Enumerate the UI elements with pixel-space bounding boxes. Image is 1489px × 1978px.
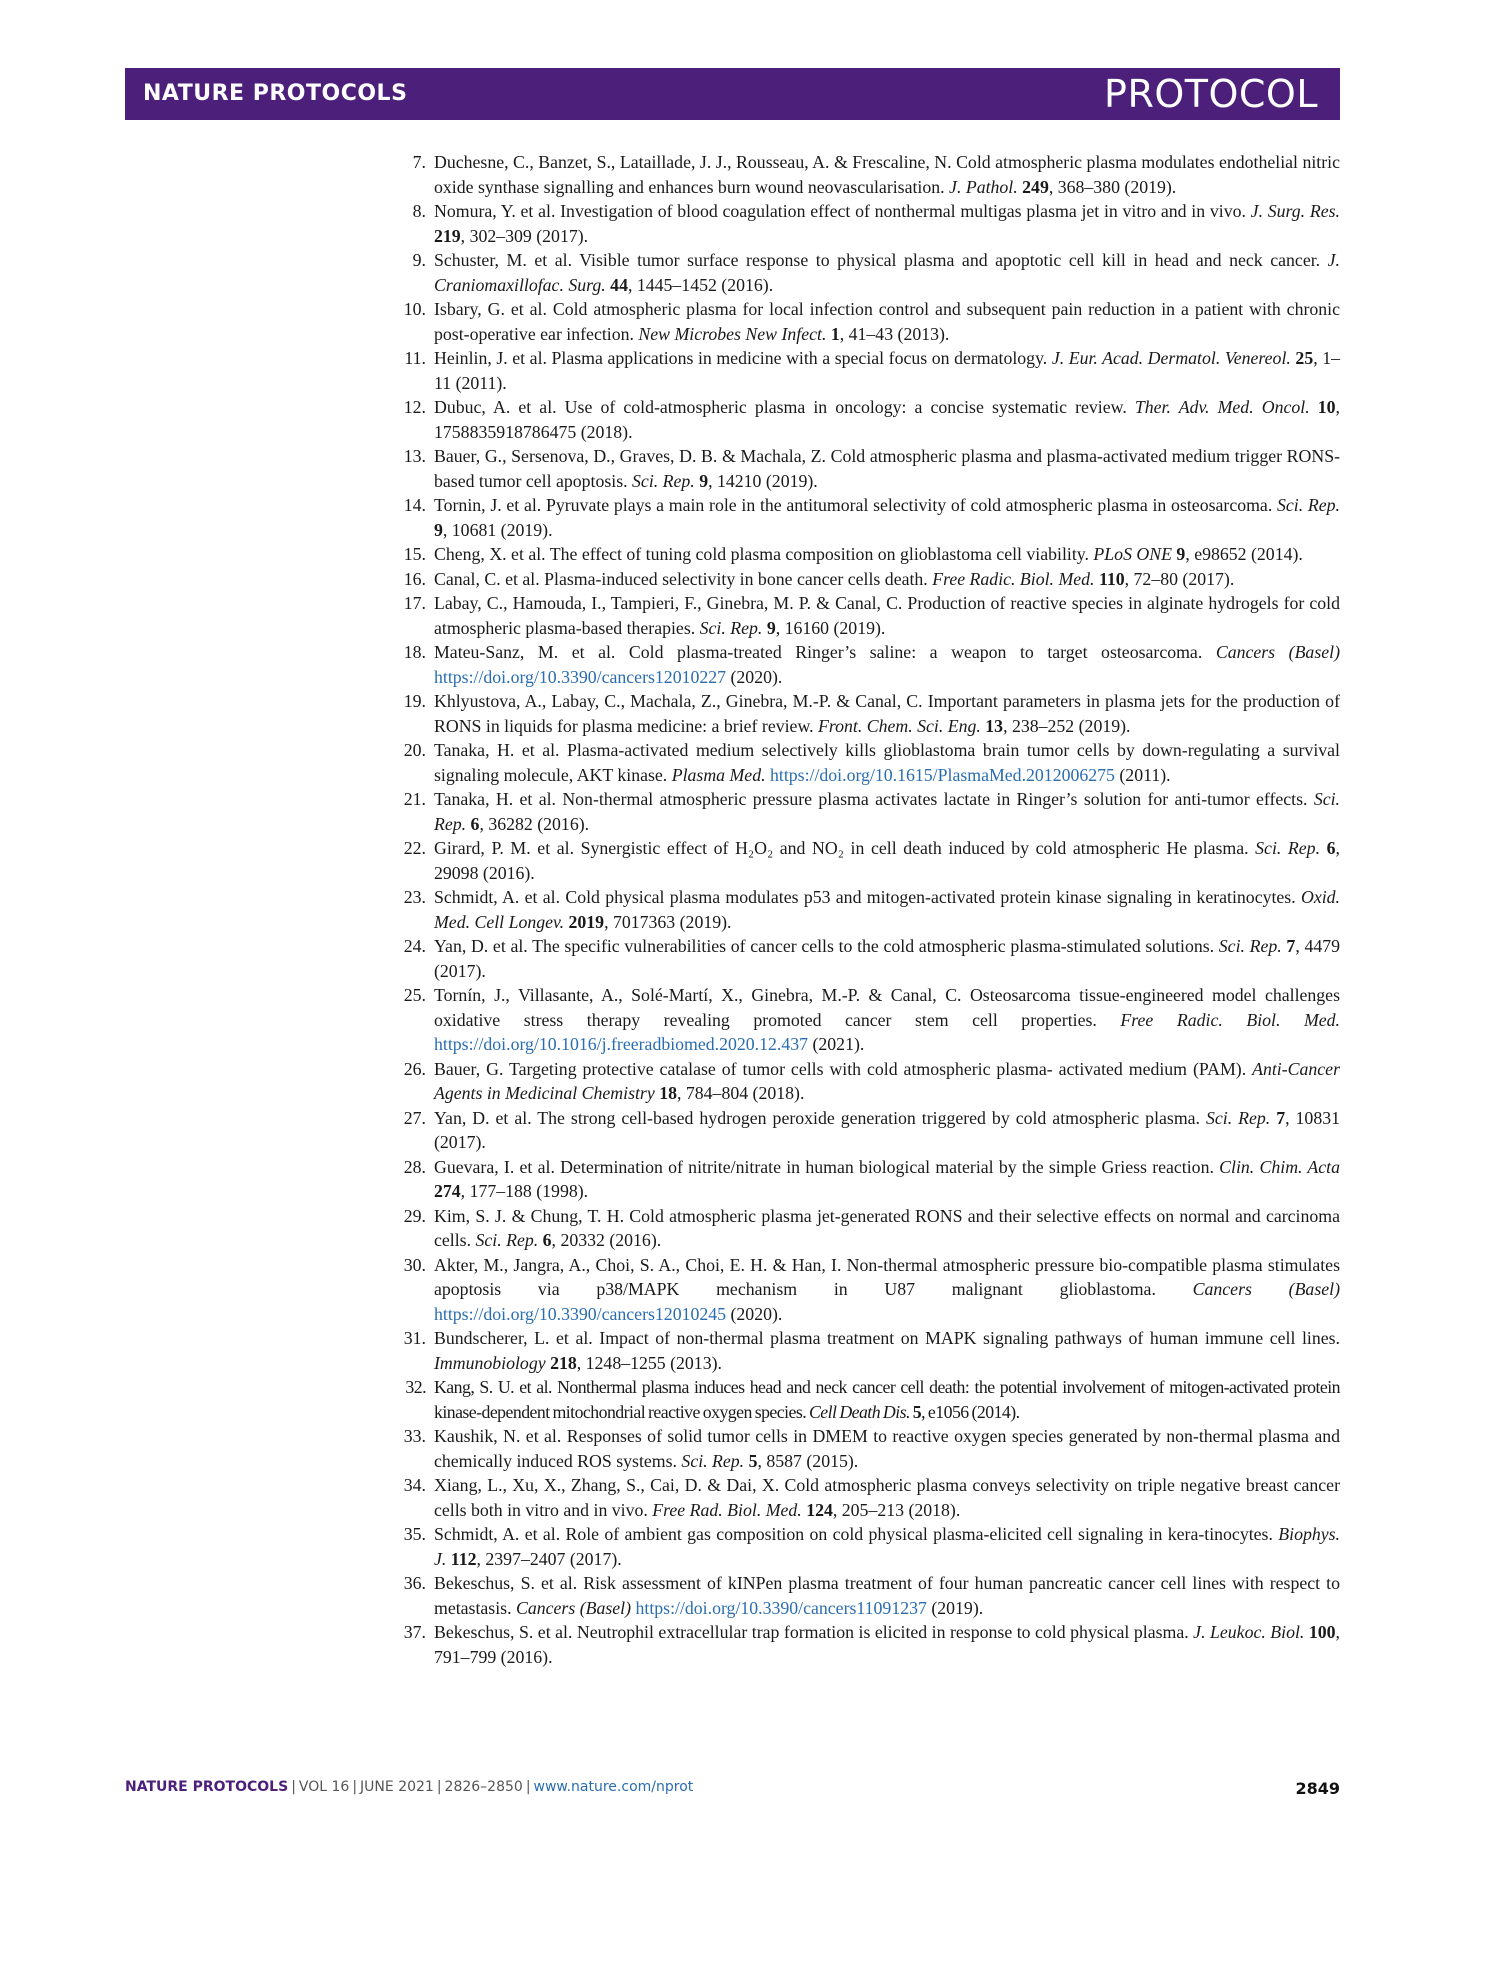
- reference-item: [400, 689, 1340, 738]
- reference-volume: 13: [985, 715, 1004, 736]
- reference-text: Bekeschus, S. et al. Neutrophil extracellular trap formation is elicited in response to cold physical plasma.: [434, 1622, 1194, 1642]
- reference-number: 37.: [403, 1622, 426, 1642]
- reference-text: Schmidt, A. et al. Cold physical plasma modulates p53 and mitogen-activated protein kinase signaling in keratinocytes.: [434, 887, 1301, 907]
- reference-item: [400, 297, 1340, 346]
- reference-volume: 18: [659, 1083, 677, 1103]
- reference-citation: , 36282 (2016).: [479, 813, 590, 834]
- reference-journal: Free Radic. Biol. Med.: [1120, 1009, 1340, 1030]
- reference-list: [400, 150, 1340, 1669]
- reference-text: Bauer, G., Sersenova, D., Graves, D. B. & Machala, Z. Cold atmospheric plasma and plasma-activated medium trigger RONS-based tumor cell apoptosis.: [434, 446, 1340, 491]
- reference-volume: 9: [1176, 544, 1186, 564]
- reference-text: Khlyustova, A., Labay, C., Machala, Z., Ginebra, M.-P. & Canal, C. Important parameters in plasma jets for the production of RONS in liquids for plasma medicine: a brief review.: [434, 691, 1340, 736]
- reference-item: [400, 738, 1340, 787]
- reference-volume: 10: [1317, 397, 1336, 417]
- reference-citation: , 784–804 (2018).: [676, 1083, 805, 1103]
- reference-journal: Front. Chem. Sci. Eng.: [818, 715, 981, 736]
- reference-text: Isbary, G. et al. Cold atmospheric plasma for local infection control and subsequent pain reduction in a patient with chronic post-operative ear infection.: [434, 299, 1340, 344]
- reference-journal: Cancers (Basel): [515, 1597, 632, 1618]
- reference-text: Xiang, L., Xu, X., Zhang, S., Cai, D. & Dai, X. Cold atmospheric plasma conveys selectivity on triple negative breast cancer cells both in vitro and in vivo.: [434, 1475, 1340, 1520]
- reference-item: [400, 1204, 1340, 1253]
- reference-journal: Sci. Rep.: [1218, 936, 1282, 956]
- reference-number: 30.: [403, 1254, 426, 1275]
- reference-number: 12.: [403, 397, 426, 417]
- footer-separator: |: [352, 1779, 358, 1795]
- reference-citation: , 72–80 (2017).: [1124, 568, 1235, 589]
- reference-journal: Free Radic. Biol. Med.: [932, 568, 1095, 589]
- reference-citation: , 238–252 (2019).: [1003, 715, 1131, 736]
- reference-text: Heinlin, J. et al. Plasma applications in medicine with a special focus on dermatology.: [434, 348, 1052, 368]
- reference-citation: (2019).: [926, 1597, 984, 1618]
- reference-number: 24.: [403, 936, 426, 956]
- reference-number: 35.: [403, 1524, 426, 1544]
- reference-volume: 6: [542, 1230, 552, 1250]
- reference-item: [400, 640, 1340, 689]
- reference-journal: Clin. Chim. Acta: [1219, 1156, 1340, 1177]
- reference-number: 18.: [403, 642, 426, 662]
- reference-number: 13.: [403, 446, 426, 466]
- reference-number: 8.: [412, 201, 426, 221]
- reference-volume: 5: [748, 1450, 758, 1471]
- reference-citation: , 1758835918786475 (2018).: [434, 397, 1340, 442]
- reference-citation: , 20332 (2016).: [551, 1230, 662, 1250]
- reference-text: Schuster, M. et al. Visible tumor surface response to physical plasma and apoptotic cell kill in head and neck cancer.: [434, 250, 1328, 270]
- reference-journal: Anti-Cancer Agents in Medicinal Chemistry: [434, 1058, 1340, 1103]
- reference-text: Schmidt, A. et al. Role of ambient gas composition on cold physical plasma-elicited cell signaling in kera-tinocytes.: [434, 1524, 1279, 1544]
- reference-item: [400, 1375, 1340, 1424]
- reference-number: 33.: [403, 1426, 426, 1446]
- reference-volume: 219: [434, 225, 461, 246]
- reference-text: Tornín, J., Villasante, A., Solé-Martí, X., Ginebra, M.-P. & Canal, C. Osteosarcoma tissue-engineered model challenges oxidative stress therapy revealing promoted cancer stem cell properties.: [434, 985, 1340, 1030]
- reference-number: 15.: [403, 544, 426, 564]
- reference-text: Kaushik, N. et al. Responses of solid tumor cells in DMEM to reactive oxygen species generated by non-thermal plasma and chemically induced ROS systems.: [434, 1426, 1340, 1471]
- reference-citation: , 10681 (2019).: [442, 519, 553, 540]
- reference-volume: 7: [1276, 1107, 1286, 1128]
- reference-text: Cheng, X. et al. The effect of tuning cold plasma composition on glioblastoma cell viability.: [434, 544, 1094, 564]
- reference-citation: , 2397–2407 (2017).: [476, 1548, 622, 1569]
- reference-volume: 25: [1295, 348, 1314, 368]
- reference-volume: 9: [766, 617, 776, 638]
- reference-item: [400, 1473, 1340, 1522]
- reference-text: Dubuc, A. et al. Use of cold-atmospheric plasma in oncology: a concise systematic review.: [434, 397, 1135, 417]
- reference-item: [400, 1522, 1340, 1571]
- reference-text: Bauer, G. Targeting protective catalase of tumor cells with cold atmospheric plasma- activated medium (PAM).: [434, 1058, 1253, 1079]
- reference-citation: , 791–799 (2016).: [434, 1622, 1340, 1667]
- reference-journal: J. Craniomaxillofac. Surg.: [434, 250, 1340, 295]
- footer-separator: |: [525, 1779, 531, 1795]
- reference-citation: , 4479 (2017).: [434, 936, 1340, 981]
- reference-text: Akter, M., Jangra, A., Choi, S. A., Choi, E. H. & Han, I. Non-thermal atmospheric pressure bio-compatible plasma stimulates apoptosis via p38/MAPK mechanism in U87 malignant glioblastoma.: [434, 1254, 1340, 1299]
- reference-number: 9.: [412, 250, 426, 270]
- journal-name: NATURE PROTOCOLS: [143, 81, 408, 106]
- reference-text: Tornin, J. et al. Pyruvate plays a main role in the antitumoral selectivity of cold atmospheric plasma in osteosarcoma.: [434, 495, 1277, 515]
- reference-citation: , 1–11 (2011).: [434, 348, 1340, 393]
- reference-volume: 7: [1286, 936, 1296, 956]
- reference-journal: New Microbes New Infect.: [638, 323, 827, 344]
- footer-volume: VOL 16: [298, 1779, 350, 1795]
- reference-volume: 274: [434, 1181, 461, 1201]
- footer-journal: NATURE PROTOCOLS: [125, 1779, 289, 1795]
- reference-journal: Oxid. Med. Cell Longev.: [434, 887, 1340, 932]
- reference-citation: , 29098 (2016).: [434, 838, 1340, 883]
- reference-volume: 110: [1098, 568, 1125, 589]
- reference-number: 36.: [403, 1573, 426, 1593]
- reference-volume: 5: [912, 1401, 922, 1422]
- reference-number: 16.: [403, 568, 426, 589]
- reference-volume: 1: [830, 323, 840, 344]
- reference-doi-link[interactable]: https://doi.org/10.3390/cancers12010227: [434, 666, 727, 687]
- footer-date: JUNE 2021: [360, 1779, 434, 1795]
- reference-item: [400, 1326, 1340, 1375]
- reference-citation: , 177–188 (1998).: [460, 1181, 589, 1201]
- reference-volume: 6: [1326, 838, 1336, 858]
- reference-volume: 100: [1308, 1622, 1336, 1642]
- reference-doi-link[interactable]: https://doi.org/10.3390/cancers12010245: [434, 1303, 727, 1324]
- reference-item: [400, 885, 1340, 934]
- reference-text: Bundscherer, L. et al. Impact of non-thermal plasma treatment on MAPK signaling pathways of human immune cell lines.: [434, 1328, 1340, 1348]
- reference-journal: Sci. Rep.: [1277, 495, 1340, 515]
- reference-number: 28.: [403, 1156, 426, 1177]
- reference-citation: , e1056 (2014).: [921, 1401, 1020, 1422]
- reference-number: 31.: [403, 1328, 426, 1348]
- reference-citation: , 368–380 (2019).: [1048, 176, 1177, 197]
- reference-volume: 249: [1022, 176, 1049, 197]
- reference-item: [400, 199, 1340, 248]
- reference-journal: J. Leukoc. Biol.: [1193, 1622, 1305, 1642]
- reference-journal: Sci. Rep.: [681, 1450, 745, 1471]
- reference-text: Kang, S. U. et al. Nonthermal plasma induces head and neck cancer cell death: the potential involvement of mitogen-activated protein kinase-dependent mitochondrial reactive oxygen species.: [434, 1377, 1340, 1422]
- reference-item: [400, 493, 1340, 542]
- reference-volume: 124: [806, 1499, 833, 1520]
- reference-volume: 44: [610, 274, 628, 295]
- reference-number: 29.: [403, 1205, 426, 1226]
- reference-number: 26.: [403, 1058, 426, 1079]
- reference-citation: , 1248–1255 (2013).: [576, 1352, 722, 1373]
- reference-journal: J. Surg. Res.: [1250, 201, 1340, 221]
- reference-citation: , e98652 (2014).: [1185, 544, 1303, 564]
- reference-item: [400, 150, 1340, 199]
- reference-number: 20.: [403, 740, 426, 760]
- reference-citation: (2020).: [726, 666, 783, 687]
- reference-citation: , 14210 (2019).: [708, 470, 818, 491]
- reference-number: 23.: [403, 887, 426, 907]
- header-bar: [125, 68, 1340, 120]
- reference-item: [400, 1571, 1340, 1620]
- reference-citation: , 16160 (2019).: [775, 617, 886, 638]
- reference-number: 22.: [403, 838, 426, 858]
- reference-text: Tanaka, H. et al. Non-thermal atmospheric pressure plasma activates lactate in Ringer’s solution for anti-tumor effects.: [434, 789, 1314, 809]
- reference-text: Mateu-Sanz, M. et al. Cold plasma-treated Ringer’s saline: a weapon to target osteosarcoma.: [434, 642, 1216, 662]
- footer-pages: 2826–2850: [444, 1779, 523, 1795]
- reference-number: 19.: [403, 691, 426, 711]
- reference-text: Canal, C. et al. Plasma-induced selectivity in bone cancer cells death.: [434, 568, 933, 589]
- reference-item: [400, 591, 1340, 640]
- reference-volume: 112: [450, 1548, 477, 1569]
- reference-volume: 9: [434, 519, 443, 540]
- footer-url-link[interactable]: www.nature.com/nprot: [533, 1779, 694, 1795]
- footer-separator: |: [436, 1779, 442, 1795]
- reference-number: 25.: [403, 985, 426, 1005]
- article-type: PROTOCOL: [1104, 72, 1318, 116]
- reference-item: [400, 836, 1340, 885]
- reference-citation: , 10831 (2017).: [434, 1107, 1340, 1152]
- reference-citation: , 302–309 (2017).: [460, 225, 589, 246]
- reference-text: Nomura, Y. et al. Investigation of blood coagulation effect of nonthermal multigas plasma jet in vitro and in vivo.: [434, 201, 1251, 221]
- reference-journal: Sci. Rep.: [475, 1230, 539, 1250]
- reference-item: [400, 983, 1340, 1057]
- reference-doi-link[interactable]: https://doi.org/10.3390/cancers11091237: [635, 1597, 927, 1618]
- reference-text: Tanaka, H. et al. Plasma-activated medium selectively kills glioblastoma brain tumor cells by down-regulating a survival signaling molecule, AKT kinase.: [434, 740, 1340, 785]
- reference-journal: Ther. Adv. Med. Oncol.: [1134, 397, 1310, 417]
- reference-journal: Sci. Rep.: [632, 470, 695, 491]
- reference-item: [400, 934, 1340, 983]
- reference-citation: , 41–43 (2013).: [839, 323, 950, 344]
- reference-journal: Sci. Rep.: [1205, 1107, 1271, 1128]
- reference-item: [400, 542, 1340, 567]
- reference-citation: , 8587 (2015).: [757, 1450, 859, 1471]
- reference-volume: 6: [470, 813, 480, 834]
- reference-text: Labay, C., Hamouda, I., Tampieri, F., Ginebra, M. P. & Canal, C. Production of reactive species in alginate hydrogels for cold atmospheric plasma-based therapies.: [434, 593, 1340, 638]
- reference-journal: J. Pathol.: [949, 176, 1018, 197]
- reference-doi-link[interactable]: https://doi.org/10.1016/j.freeradbiomed.2020.12.437: [434, 1034, 809, 1054]
- reference-number: 17.: [403, 593, 426, 613]
- reference-journal: Cancers (Basel): [1215, 642, 1340, 662]
- reference-journal: Cancers (Basel): [1192, 1279, 1340, 1299]
- reference-item: [400, 787, 1340, 836]
- reference-volume: 2019: [568, 911, 605, 932]
- reference-number: 34.: [403, 1475, 426, 1495]
- reference-journal: Sci. Rep.: [434, 789, 1340, 834]
- reference-citation: , 1445–1452 (2016).: [627, 274, 774, 295]
- reference-number: 11.: [404, 348, 426, 368]
- reference-item: [400, 567, 1340, 592]
- reference-citation: (2021).: [808, 1034, 865, 1054]
- reference-journal: Cell Death Dis.: [809, 1401, 910, 1422]
- reference-citation: (2020).: [726, 1303, 783, 1324]
- reference-item: [400, 346, 1340, 395]
- reference-journal: Sci. Rep.: [1255, 838, 1321, 858]
- reference-item: [400, 1106, 1340, 1155]
- reference-journal: PLoS ONE: [1093, 544, 1172, 564]
- reference-volume: 9: [699, 470, 709, 491]
- reference-number: 27.: [403, 1107, 426, 1128]
- reference-item: [400, 1057, 1340, 1106]
- reference-item: [400, 248, 1340, 297]
- reference-number: 10.: [403, 299, 426, 319]
- reference-journal: J. Eur. Acad. Dermatol. Venereol.: [1051, 348, 1291, 368]
- page-number: 2849: [1295, 1779, 1340, 1798]
- reference-item: [400, 395, 1340, 444]
- reference-citation: (2011).: [1114, 764, 1171, 785]
- reference-item: [400, 1253, 1340, 1327]
- reference-item: [400, 444, 1340, 493]
- reference-journal: Sci. Rep.: [699, 617, 763, 638]
- reference-text: Girard, P. M. et al. Synergistic effect of H₂O₂ and NO₂ in cell death induced by cold atmospheric He plasma.: [434, 838, 1256, 858]
- reference-journal: Free Rad. Biol. Med.: [652, 1499, 802, 1520]
- reference-text: Bekeschus, S. et al. Risk assessment of kINPen plasma treatment of four human pancreatic cancer cell lines with respect to metastasis.: [434, 1573, 1340, 1618]
- reference-journal: Biophys. J.: [434, 1524, 1340, 1569]
- reference-number: 32.: [405, 1377, 426, 1397]
- reference-item: [400, 1155, 1340, 1204]
- reference-number: 7.: [412, 152, 426, 172]
- reference-number: 21.: [403, 789, 426, 809]
- footer: [125, 1779, 1340, 1803]
- reference-journal: Immunobiology: [434, 1352, 546, 1373]
- footer-separator: |: [291, 1779, 296, 1795]
- reference-volume: 218: [550, 1352, 577, 1373]
- reference-doi-link[interactable]: https://doi.org/10.1615/PlasmaMed.2012006275: [770, 764, 1115, 785]
- reference-text: Kim, S. J. & Chung, T. H. Cold atmospheric plasma jet-generated RONS and their selective effects on normal and carcinoma cells.: [434, 1205, 1340, 1250]
- reference-number: 14.: [403, 495, 426, 515]
- reference-text: Yan, D. et al. The specific vulnerabilities of cancer cells to the cold atmospheric plasma-stimulated solutions.: [434, 936, 1219, 956]
- reference-text: Guevara, I. et al. Determination of nitrite/nitrate in human biological material by the simple Griess reaction.: [434, 1156, 1220, 1177]
- reference-text: Duchesne, C., Banzet, S., Lataillade, J. J., Rousseau, A. & Frescaline, N. Cold atmospheric plasma modulates endothelial nitric oxide synthase signalling and enhances burn wound neovascularisation.: [434, 152, 1340, 197]
- reference-journal: Plasma Med.: [671, 764, 766, 785]
- reference-citation: , 205–213 (2018).: [832, 1499, 961, 1520]
- reference-item: [400, 1620, 1340, 1669]
- reference-item: [400, 1424, 1340, 1473]
- reference-text: Yan, D. et al. The strong cell-based hydrogen peroxide generation triggered by cold atmospheric plasma.: [434, 1107, 1206, 1128]
- reference-citation: , 7017363 (2019).: [604, 911, 732, 932]
